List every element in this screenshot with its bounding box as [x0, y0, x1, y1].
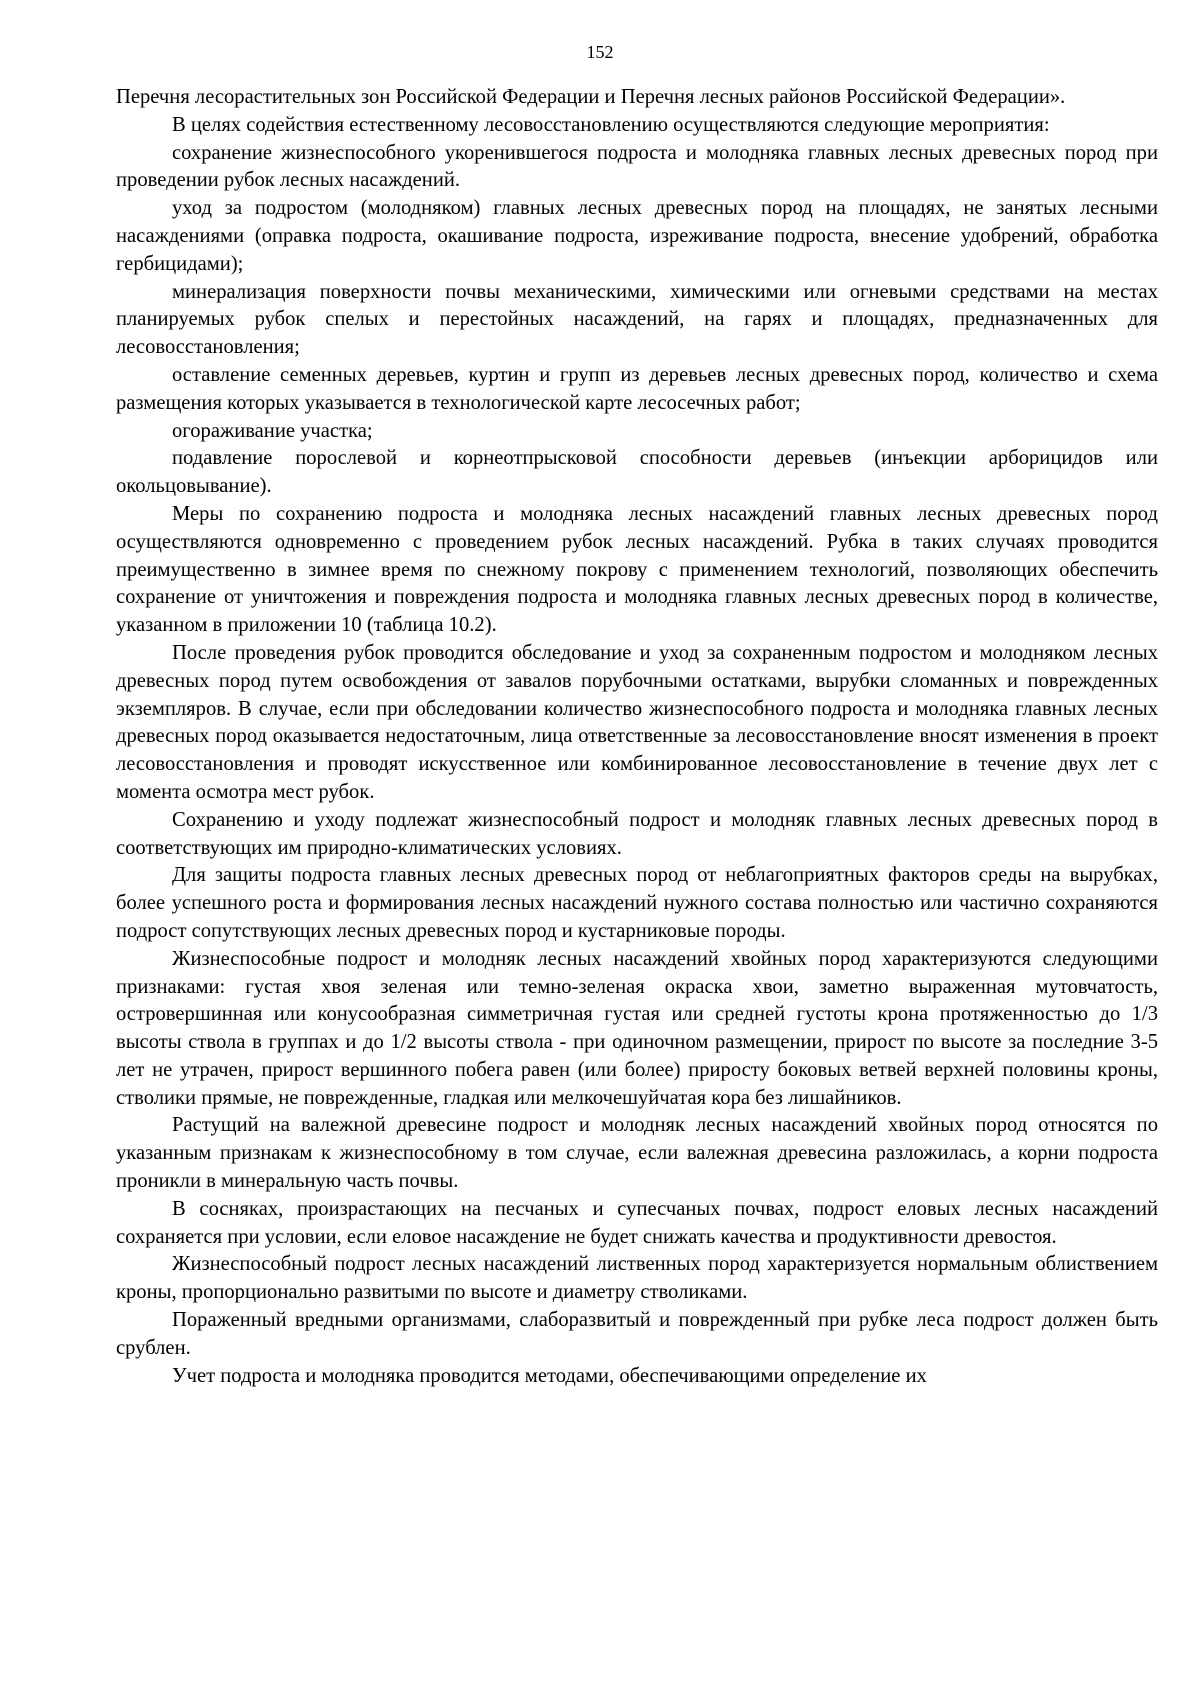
list-item: огораживание участка; [172, 419, 373, 442]
paragraph: После проведения рубок проводится обследование и уход за сохраненным подростом и молодняком лесных древесных пород путем освобождения от завалов порубочными остатками, вырубки сломанных и поврежденных экземпляров. В случае, если при обследовании количество жизнеспособного подроста и молодняка главных лесных древесных пород оказывается недостаточным, лица ответственные за лесовосстановление вносят изменения в проект лесовосстановления и проводят искусственное или комбинированное лесовосстановление в течение двух лет с момента осмотра мест рубок. [116, 641, 1158, 803]
page-number: 152 [586, 42, 614, 62]
list-item: оставление семенных деревьев, куртин и групп из деревьев лесных древесных пород, количество и схема размещения которых указывается в технологической карте лесосечных работ; [116, 363, 1158, 414]
paragraph: В целях содействия естественному лесовосстановлению осуществляются следующие мероприятия: [172, 113, 1050, 136]
document-body [116, 84, 1158, 1390]
list-item: минерализация поверхности почвы механическими, химическими или огневыми средствами на местах планируемых рубок спелых и перестойных насаждений, на гарях и площадях, предназначенных для лесовосстановления; [116, 280, 1158, 359]
paragraph: Жизнеспособные подрост и молодняк лесных насаждений хвойных пород характеризуются следующими признаками: густая хвоя зеленая или темно-зеленая окраска хвои, заметно выраженная мутовчатость, островершинная или конусообразная симметричная густая или средней густоты крона протяженностью до 1/3 высоты ствола в группах и до 1/2 высоты ствола - при одиночном размещении, прирост по высоте за последние 3-5 лет не утрачен, прирост вершинного побега равен (или более) приросту боковых ветвей верхней половины кроны, стволики прямые, не поврежденные, гладкая или мелкочешуйчатая кора без лишайников. [116, 947, 1158, 1109]
paragraph: Пораженный вредными организмами, слаборазвитый и поврежденный при рубке леса подрост должен быть срублен. [116, 1309, 1158, 1359]
paragraph: Учет подроста и молодняка проводится методами, обеспечивающими определение их [172, 1364, 927, 1387]
paragraph: Сохранению и уходу подлежат жизнеспособный подрост и молодняк главных лесных древесных пород в соответствующих им природно-климатических условиях. [116, 808, 1158, 859]
paragraph: Растущий на валежной древесине подрост и молодняк лесных насаждений хвойных пород относятся по указанным признакам к жизнеспособному в том случае, если валежная древесина разложилась, а корни подроста проникли в минеральную часть почвы. [116, 1114, 1158, 1193]
paragraph: Для защиты подроста главных лесных древесных пород от неблагоприятных факторов среды на вырубках, более успешного роста и формирования лесных насаждений нужного состава полностью или частично сохраняются подрост сопутствующих лесных древесных пород и кустарниковые породы. [116, 864, 1158, 942]
paragraph: В сосняках, произрастающих на песчаных и супесчаных почвах, подрост еловых лесных насаждений сохраняется при условии, если еловое насаждение не будет снижать качества и продуктивности древостоя. [116, 1197, 1158, 1248]
list-item: уход за подростом (молодняком) главных лесных древесных пород на площадях, не занятых лесными насаждениями (оправка подроста, окашивание подроста, изреживание подроста, внесение удобрений, обработка гербицидами); [116, 197, 1158, 275]
list-item: сохранение жизнеспособного укоренившегося подроста и молодняка главных лесных древесных пород при проведении рубок лесных насаждений. [116, 141, 1158, 192]
paragraph: Жизнеспособный подрост лесных насаждений лиственных пород характеризуется нормальным облиствением кроны, пропорционально развитыми по высоте и диаметру стволиками. [116, 1253, 1158, 1304]
paragraph: Перечня лесорастительных зон Российской Федерации и Перечня лесных районов Российской Федерации». [116, 86, 1066, 108]
list-item: подавление порослевой и корнеотпрысковой способности деревьев (инъекции арборицидов или окольцовывание). [116, 447, 1158, 498]
paragraph: Меры по сохранению подроста и молодняка лесных насаждений главных лесных древесных пород осуществляются одновременно с проведением рубок лесных насаждений. Рубка в таких случаях проводится преимущественно в зимнее время по снежному покрову с применением технологий, позволяющих обеспечить сохранение от уничтожения и повреждения подроста и молодняка главных лесных древесных пород в количестве, указанном в приложении 10 (таблица 10.2). [116, 502, 1158, 637]
